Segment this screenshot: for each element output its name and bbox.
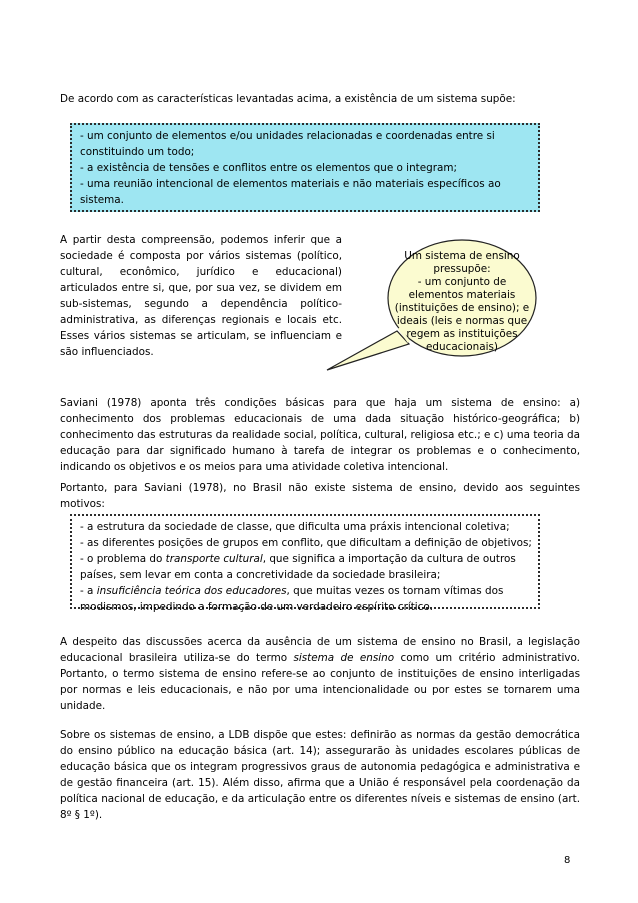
page-number: 8	[564, 855, 571, 866]
ldb-paragraph	[60, 727, 580, 823]
text-run: , que significa a importação da cultura de outros	[262, 553, 516, 565]
paragraph-line: Saviani (1978) aponta três condições básicas para que haja um sistema de ensino: a)	[60, 397, 580, 409]
box-line: constituindo um todo;	[80, 146, 195, 158]
paragraph-line: são influenciados.	[60, 346, 154, 358]
box-line: - as diferentes posições de grupos em conflito, que dificultam a definição de objetivos;	[80, 537, 532, 549]
paragraph-line: Portanto, o termo sistema de ensino refere-se ao conjunto de instituições de ensino interligadas	[60, 668, 580, 680]
legislation-paragraph	[60, 634, 580, 714]
bubble-line: educacionais)	[426, 341, 498, 353]
bubble-line: (instituições de ensino); e	[394, 302, 530, 314]
paragraph-line: de gestão financeira (art. 15). Além disso, afirma que a União é responsável pela coordenação da	[60, 777, 580, 789]
paragraph-line: do ensino público na educação básica (art. 14); assegurarão às unidades escolares públicas de	[60, 745, 580, 757]
paragraph-line: sub-sistemas, segundo a dependência político-	[60, 298, 342, 310]
paragraph-line: Portanto, para Saviani (1978), no Brasil não existe sistema de ensino, devido aos seguintes	[60, 482, 580, 494]
paragraph-line: conhecimento dos problemas educacionais de uma dada situação histórico-geográfica; b)	[60, 413, 580, 425]
paragraph-line: unidade.	[60, 700, 106, 712]
bubble-line: ideais (leis e normas que	[396, 315, 528, 327]
text-run: educacional brasileira utiliza-se do termo	[60, 652, 294, 664]
box-line: países, sem levar em conta a concretividade da sociedade brasileira;	[80, 569, 441, 581]
speech-bubble-text	[392, 250, 532, 354]
box-line: modismos, impedindo a formação de um verdadeiro espírito crítico.	[80, 601, 433, 613]
intro-paragraph: De acordo com as características levantadas acima, a existência de um sistema supõe:	[60, 93, 516, 105]
paragraph-line: educação básica que os integram progressivos graus de autonomia pedagógica e administrativa e	[60, 761, 580, 773]
emphasis-insuficiencia-teorica: insuficiência teórica dos educadores	[96, 585, 287, 597]
box-line: - um conjunto de elementos e/ou unidades relacionadas e coordenadas entre si	[80, 130, 495, 142]
bubble-line: regem as instituições	[406, 328, 518, 340]
emphasis-sistema-de-ensino: sistema de ensino	[293, 652, 395, 664]
saviani-conditions-paragraph	[60, 395, 580, 475]
box-line	[80, 583, 530, 599]
box-line	[80, 551, 530, 567]
box-line: - a existência de tensões e conflitos entre os elementos que o integram;	[80, 162, 457, 174]
paragraph-line: administrativa, as diferenças regionais e locais etc.	[60, 314, 342, 326]
bubble-line: elementos materiais	[408, 289, 516, 301]
paragraph-line: política nacional de educação, e da articulação entre os diferentes níveis e sistemas de ensino (art.	[60, 793, 580, 805]
paragraph-line: A despeito das discussões acerca da ausência de um sistema de ensino no Brasil, a legislação	[60, 636, 580, 648]
emphasis-transporte-cultural: transporte cultural	[165, 553, 263, 565]
saviani-reasons-paragraph	[60, 480, 580, 512]
system-requirements-box	[70, 123, 540, 212]
bubble-line: Um sistema de ensino	[404, 250, 520, 262]
paragraph-line: articulados entre si, que, por sua vez, se dividem em	[60, 282, 342, 294]
box-line: - a estrutura da sociedade de classe, que dificulta uma práxis intencional coletiva;	[80, 521, 510, 533]
paragraph-line: por normas e leis educacionais, e não por uma intencionalidade ou por estes se tornarem uma	[60, 684, 580, 696]
box-line: - uma reunião intencional de elementos materiais e não materiais específicos ao	[80, 178, 501, 190]
paragraph-line: motivos:	[60, 498, 105, 510]
paragraph-line: conhecimento das estruturas da realidade social, política, cultural, religiosa etc.; e c) uma teoria da	[60, 429, 580, 441]
text-run: como um critério administrativo.	[394, 652, 580, 664]
paragraph-line: 8º § 1º).	[60, 809, 103, 821]
paragraph-line: A partir desta compreensão, podemos inferir que a	[60, 234, 342, 246]
text-run: , que muitas vezes os tornam vítimas dos	[286, 585, 504, 597]
paragraph-line: educação para dar significado humano à tarefa de integrar os problemas e o conhecimento,	[60, 445, 580, 457]
bubble-line: - um conjunto de	[417, 276, 507, 288]
text-run: - o problema do	[80, 553, 166, 565]
paragraph-line: sociedade é composta por vários sistemas (político,	[60, 250, 342, 262]
paragraph-line: Sobre os sistemas de ensino, a LDB dispõe que estes: definirão as normas da gestão democrática	[60, 729, 580, 741]
text-run: - a	[80, 585, 97, 597]
society-systems-paragraph	[60, 232, 342, 360]
paragraph-line: Esses vários sistemas se articulam, se influenciam e	[60, 330, 342, 342]
box-line: sistema.	[80, 194, 124, 206]
bubble-line: pressupõe:	[433, 263, 491, 275]
paragraph-line: cultural, econômico, jurídico e educacional)	[60, 266, 342, 278]
paragraph-line: indicando os objetivos e os meios para uma atividade coletiva intencional.	[60, 461, 449, 473]
reasons-box	[70, 514, 540, 613]
paragraph-line	[60, 650, 580, 666]
